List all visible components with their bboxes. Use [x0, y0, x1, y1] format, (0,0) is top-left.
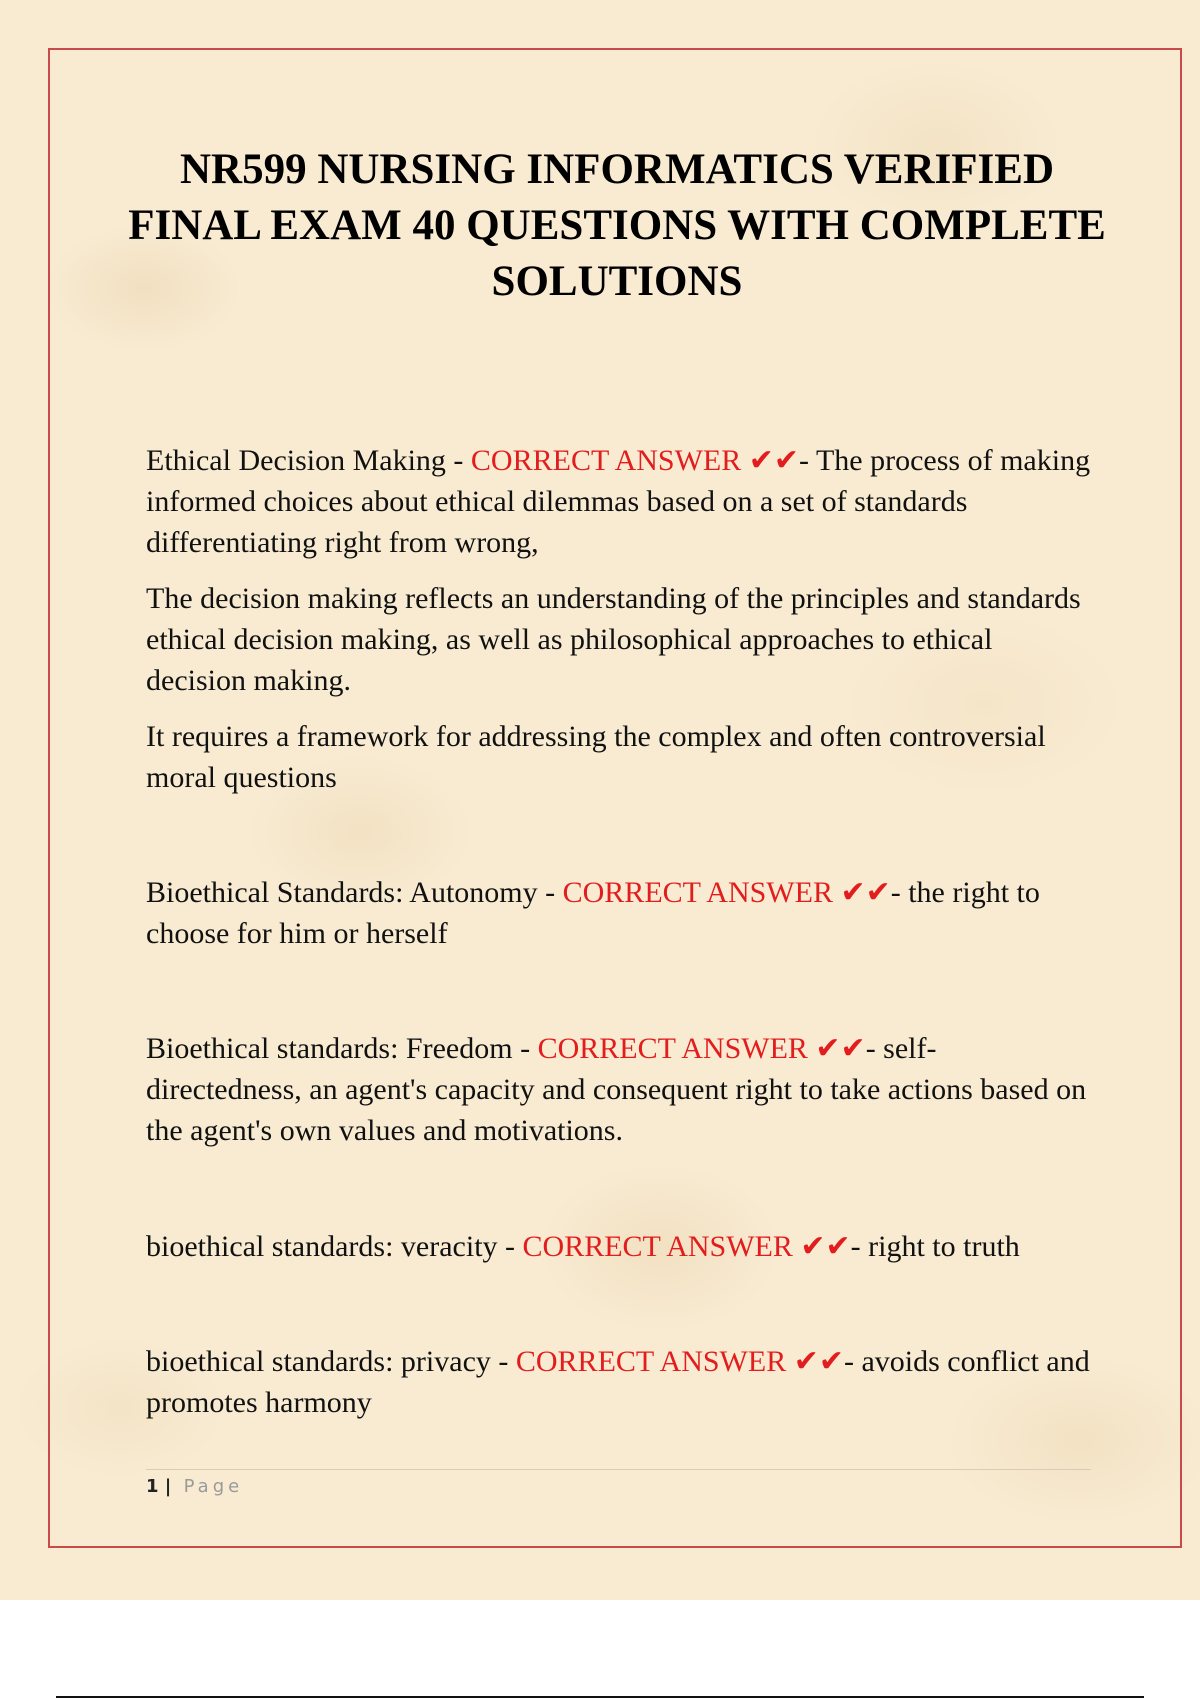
entry-paragraph: It requires a framework for addressing the complex and often controversial moral questions: [146, 720, 1046, 794]
entry-ethical-decision-making: [146, 440, 1091, 563]
double-check-icon: ✔✔: [840, 876, 891, 909]
double-check-icon: ✔✔: [815, 1032, 866, 1065]
page-label: Page: [183, 1476, 244, 1497]
double-check-icon: ✔✔: [748, 444, 800, 477]
entry-term: bioethical standards: veracity -: [146, 1230, 523, 1263]
double-check-icon: ✔✔: [800, 1230, 851, 1263]
entry-definition: - The process of making informed choices about ethical dilemmas based on a set of standards differentiating right from wrong,: [146, 444, 1091, 559]
correct-answer-label: CORRECT ANSWER: [562, 876, 833, 909]
entry-autonomy: [146, 872, 1091, 954]
correct-answer-label: CORRECT ANSWER: [537, 1032, 808, 1065]
entry-definition: - right to truth: [850, 1230, 1020, 1263]
correct-answer-label: CORRECT ANSWER: [522, 1230, 793, 1263]
entry-term: Ethical Decision Making -: [146, 444, 471, 477]
document-title: NR599 NURSING INFORMATICS VERIFIED FINAL EXAM 40 QUESTIONS WITH COMPLETE SOLUTIONS: [128, 146, 1106, 305]
double-check-icon: ✔✔: [793, 1345, 844, 1378]
document-body: [146, 440, 1091, 1423]
entry-definition: - avoids conflict and promotes harmony: [146, 1345, 1090, 1419]
entry-definition: - self-directedness, an agent's capacity and consequent right to take actions based on the agent's own values and motivations.: [146, 1032, 1087, 1147]
entry-term: Bioethical Standards: Autonomy -: [146, 876, 563, 909]
entry-term: Bioethical standards: Freedom -: [146, 1032, 538, 1065]
entry-privacy: [146, 1341, 1091, 1423]
entry-freedom: [146, 1028, 1091, 1151]
page-bottom-divider: [56, 1696, 1144, 1698]
entry-definition: - the right to choose for him or herself: [146, 876, 1040, 950]
entry-term: bioethical standards: privacy -: [146, 1345, 516, 1378]
footer-divider: [146, 1469, 1091, 1470]
correct-answer-label: CORRECT ANSWER: [515, 1345, 787, 1378]
page-footer: [146, 1475, 243, 1499]
entry-veracity: [146, 1226, 1091, 1267]
page-number: 1: [146, 1476, 159, 1497]
footer-separator: |: [158, 1476, 178, 1497]
correct-answer-label: CORRECT ANSWER: [470, 444, 742, 477]
entry-paragraph: The decision making reflects an understanding of the principles and standards ethical decision making, as well as philosophical approaches to ethical decision making.: [146, 582, 1081, 697]
